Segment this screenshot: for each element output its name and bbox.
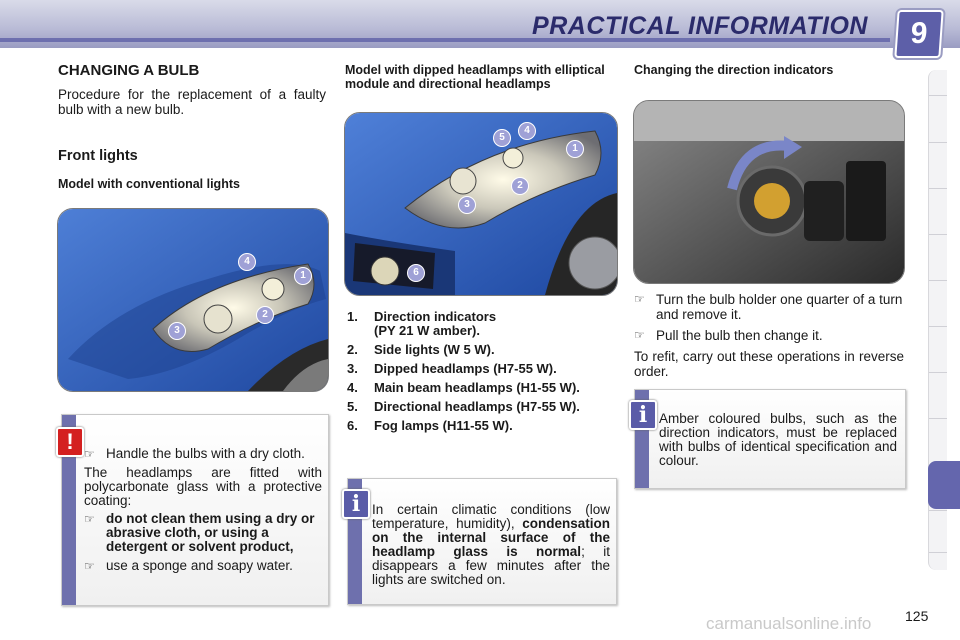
photo-callout-5: 5: [493, 129, 511, 147]
bullet-icon: ☞: [84, 512, 95, 526]
bullet-icon: ☞: [634, 328, 645, 342]
list-text: Dipped headlamps (H7-55 W).: [374, 361, 557, 376]
list-item: [347, 310, 619, 338]
list-item: [347, 400, 619, 414]
bullet-text: do not clean them using a dry or abrasive cloth, or using a detergent or solvent product,: [106, 511, 315, 554]
photo-callout-1: 1: [566, 140, 584, 158]
photo-callout-2: 2: [511, 177, 529, 195]
middle-heading: Model with dipped headlamps with elliptical module and directional headlamps: [345, 63, 605, 91]
list-text: Direction indicators (PY 21 W amber).: [374, 309, 497, 338]
info-icon: i: [342, 489, 370, 519]
info-box-text: Amber coloured bulbs, such as the direction indicators, must be replaced with bulbs of identical specification and colour.: [659, 411, 897, 468]
left-column: [58, 63, 326, 191]
list-item: [347, 362, 619, 376]
right-column: [634, 63, 904, 77]
warning-bullet-3: [84, 559, 322, 573]
photo-callout-2: 2: [256, 306, 274, 324]
bullet-text: Pull the bulb then change it.: [656, 328, 823, 343]
conventional-heading: Model with conventional lights: [58, 177, 240, 191]
page-title: PRACTICAL INFORMATION: [532, 12, 868, 40]
photo-callout-3: 3: [168, 322, 186, 340]
info-box-text: In certain climatic conditions (low temperature, humidity), condensation on the internal surface of the headlamp glass is normal; it disappears a few minutes after the lights are switched on.: [372, 502, 610, 587]
instruction-bullet-2: [634, 328, 904, 343]
bullet-icon: ☞: [84, 559, 95, 573]
bulb-list-items: [347, 310, 619, 433]
headlamp-photo-conventional: [57, 208, 329, 392]
list-number: 2.: [347, 342, 358, 357]
intro-text: Procedure for the replacement of a faulty bulb with a new bulb.: [58, 87, 326, 117]
list-text: Directional headlamps (H7-55 W).: [374, 399, 580, 414]
tab-divider: [929, 418, 947, 419]
warning-box: [61, 414, 329, 606]
bullet-text: use a sponge and soapy water.: [106, 558, 293, 573]
chapter-tab-active[interactable]: [928, 461, 960, 509]
bullet-text: Handle the bulbs with a dry cloth.: [106, 446, 305, 461]
info-box-amber: [634, 389, 906, 489]
list-number: 4.: [347, 380, 358, 395]
middle-column: [345, 63, 607, 91]
tab-divider: [929, 510, 947, 511]
warning-bullet-1: [84, 447, 322, 461]
list-text: Main beam headlamps (H1-55 W).: [374, 380, 580, 395]
tab-divider: [929, 234, 947, 235]
tab-divider: [929, 552, 947, 553]
list-number: 5.: [347, 399, 358, 414]
bullet-icon: ☞: [634, 292, 645, 306]
headlamp-photo-elliptical: [344, 112, 618, 296]
bullet-text: Turn the bulb holder one quarter of a turn and remove it.: [656, 292, 903, 322]
list-number: 6.: [347, 418, 358, 433]
refit-paragraph: To refit, carry out these operations in reverse order.: [634, 349, 904, 379]
list-item: [347, 419, 619, 433]
right-instructions: [634, 292, 904, 379]
photo-callout-4: 4: [518, 122, 536, 140]
warning-paragraph: The headlamps are fitted with polycarbonate glass with a protective coating:: [84, 465, 322, 508]
bullet-icon: ☞: [84, 447, 95, 461]
watermark: carmanualsonline.info: [706, 614, 872, 633]
info-box-condensation: [347, 478, 617, 605]
list-item: [347, 381, 619, 395]
warning-icon: !: [56, 427, 84, 457]
photo-callout-4: 4: [238, 253, 256, 271]
info-icon: i: [629, 400, 657, 430]
tab-divider: [929, 95, 947, 96]
chapter-badge: 9: [894, 10, 943, 58]
page-number: 125: [905, 608, 929, 624]
section-heading: CHANGING A BULB: [58, 62, 200, 79]
photo-callout-6: 6: [407, 264, 425, 282]
warning-bullet-2: [84, 512, 322, 554]
tab-divider: [929, 280, 947, 281]
warning-box-content: [84, 447, 322, 573]
tab-divider: [929, 188, 947, 189]
right-heading: Changing the direction indicators: [634, 63, 834, 77]
page-header: [0, 0, 960, 48]
bulb-list: [347, 310, 619, 438]
list-number: 1.: [347, 309, 358, 324]
list-text: Side lights (W 5 W).: [374, 342, 495, 357]
list-item: [347, 343, 619, 357]
list-number: 3.: [347, 361, 358, 376]
photo-callout-3: 3: [458, 196, 476, 214]
tab-divider: [929, 372, 947, 373]
indicator-photo: [633, 100, 905, 284]
tab-divider: [929, 142, 947, 143]
photo-callout-1: 1: [294, 267, 312, 285]
tab-divider: [929, 326, 947, 327]
front-lights-heading: Front lights: [58, 148, 138, 164]
list-text: Fog lamps (H11-55 W).: [374, 418, 513, 433]
instruction-bullet-1: [634, 292, 904, 322]
